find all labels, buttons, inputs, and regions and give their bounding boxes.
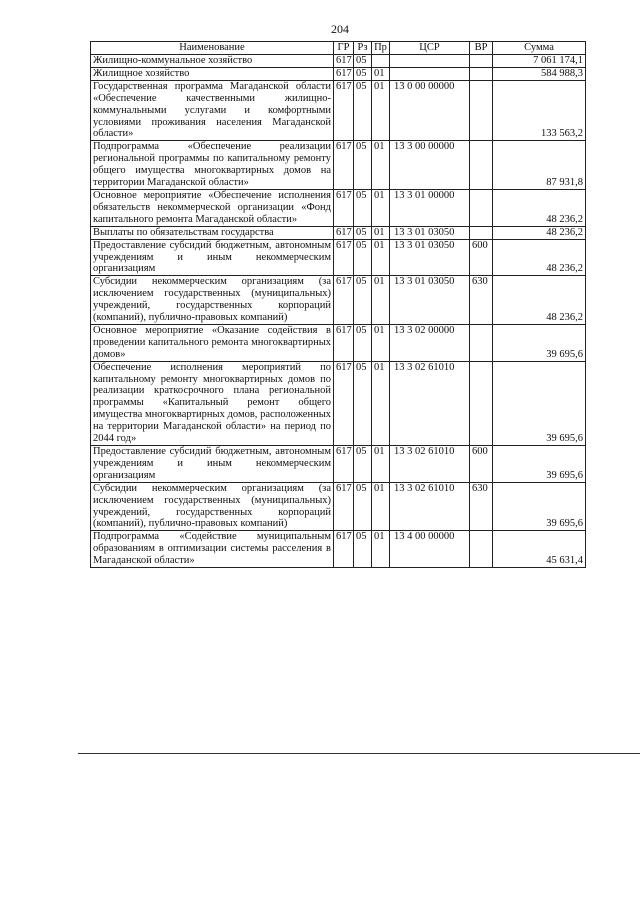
cell-name: Жилищно-коммунальное хозяйство	[91, 55, 334, 68]
cell-name: Основное мероприятие «Обеспечение исполнения обязательств некоммерческой организации «Фонд капитального ремонта Магаданской области»	[91, 189, 334, 226]
cell-gr: 617	[334, 361, 354, 445]
cell-gr: 617	[334, 80, 354, 141]
cell-csr	[390, 67, 470, 80]
cell-vr: 630	[470, 482, 493, 531]
cell-sum: 39 695,6	[493, 446, 586, 483]
cell-csr	[390, 55, 470, 68]
cell-gr: 617	[334, 189, 354, 226]
cell-gr: 617	[334, 324, 354, 361]
cell-pr: 01	[372, 239, 390, 276]
table-row	[91, 446, 586, 483]
cell-vr	[470, 189, 493, 226]
cell-name: Субсидии некоммерческим организациям (за исключением государственных (муниципальных) учреждений, государственных корпораций (компаний), публично-правовых компаний)	[91, 482, 334, 531]
cell-vr: 630	[470, 276, 493, 325]
header-name: Наименование	[91, 42, 334, 55]
cell-name: Предоставление субсидий бюджетным, автономным учреждениям и иным некоммерческим организациям	[91, 446, 334, 483]
cell-rz: 05	[354, 482, 372, 531]
cell-csr: 13 4 00 00000	[390, 531, 470, 568]
cell-vr: 600	[470, 446, 493, 483]
header-csr: ЦСР	[390, 42, 470, 55]
cell-pr: 01	[372, 361, 390, 445]
cell-csr: 13 3 02 00000	[390, 324, 470, 361]
cell-csr: 13 3 01 03050	[390, 276, 470, 325]
cell-sum: 39 695,6	[493, 324, 586, 361]
table-row	[91, 141, 586, 190]
cell-sum: 133 563,2	[493, 80, 586, 141]
cell-sum: 39 695,6	[493, 361, 586, 445]
cell-gr: 617	[334, 226, 354, 239]
cell-rz: 05	[354, 361, 372, 445]
header-gr: ГР	[334, 42, 354, 55]
header-rz: Рз	[354, 42, 372, 55]
table-header-row	[91, 42, 586, 55]
table-row	[91, 239, 586, 276]
cell-gr: 617	[334, 446, 354, 483]
cell-rz: 05	[354, 141, 372, 190]
table-row	[91, 189, 586, 226]
cell-rz: 05	[354, 67, 372, 80]
cell-gr: 617	[334, 482, 354, 531]
cell-csr: 13 3 00 00000	[390, 141, 470, 190]
table-row	[91, 531, 586, 568]
cell-pr: 01	[372, 324, 390, 361]
cell-pr: 01	[372, 189, 390, 226]
cell-sum: 39 695,6	[493, 482, 586, 531]
table-row	[91, 67, 586, 80]
table-row	[91, 80, 586, 141]
cell-gr: 617	[334, 141, 354, 190]
cell-rz: 05	[354, 226, 372, 239]
cell-pr: 01	[372, 226, 390, 239]
cell-rz: 05	[354, 189, 372, 226]
cell-gr: 617	[334, 531, 354, 568]
cell-gr: 617	[334, 67, 354, 80]
cell-csr: 13 3 02 61010	[390, 446, 470, 483]
cell-vr	[470, 361, 493, 445]
cell-name: Подпрограмма «Обеспечение реализации региональной программы по капитальному ремонту общего имущества многоквартирных домов на территории Магаданской области»	[91, 141, 334, 190]
table-row	[91, 361, 586, 445]
cell-gr: 617	[334, 239, 354, 276]
table-row	[91, 482, 586, 531]
cell-vr	[470, 141, 493, 190]
cell-pr: 01	[372, 141, 390, 190]
cell-vr	[470, 226, 493, 239]
cell-csr: 13 3 02 61010	[390, 482, 470, 531]
cell-rz: 05	[354, 55, 372, 68]
cell-name: Выплаты по обязательствам государства	[91, 226, 334, 239]
cell-csr: 13 0 00 00000	[390, 80, 470, 141]
cell-sum: 48 236,2	[493, 226, 586, 239]
cell-csr: 13 3 02 61010	[390, 361, 470, 445]
cell-pr: 01	[372, 276, 390, 325]
cell-pr: 01	[372, 446, 390, 483]
table-row	[91, 276, 586, 325]
cell-pr: 01	[372, 531, 390, 568]
cell-sum: 87 931,8	[493, 141, 586, 190]
header-sum: Сумма	[493, 42, 586, 55]
table-row	[91, 324, 586, 361]
cell-name: Предоставление субсидий бюджетным, автономным учреждениям и иным некоммерческим организациям	[91, 239, 334, 276]
cell-sum: 48 236,2	[493, 239, 586, 276]
table-row	[91, 226, 586, 239]
cell-vr	[470, 531, 493, 568]
cell-sum: 48 236,2	[493, 189, 586, 226]
cell-vr	[470, 55, 493, 68]
header-vr: ВР	[470, 42, 493, 55]
cell-rz: 05	[354, 446, 372, 483]
cell-vr	[470, 80, 493, 141]
cell-sum: 7 061 174,1	[493, 55, 586, 68]
budget-table	[90, 41, 586, 568]
table-row	[91, 55, 586, 68]
cell-gr: 617	[334, 276, 354, 325]
cell-rz: 05	[354, 80, 372, 141]
cell-name: Обеспечение исполнения мероприятий по капитальному ремонту многоквартирных домов по реализации краткосрочного плана региональной программы «Капитальный ремонт общего имущества многоквартирных домов, расположенных на территории Магаданской области» на период по 2044 год»	[91, 361, 334, 445]
page-number: 204	[331, 22, 349, 36]
cell-name: Основное мероприятие «Оказание содействия в проведении капитального ремонта многоквартирных домов»	[91, 324, 334, 361]
cell-sum: 48 236,2	[493, 276, 586, 325]
cell-pr: 01	[372, 67, 390, 80]
cell-vr	[470, 324, 493, 361]
cell-rz: 05	[354, 531, 372, 568]
cell-name: Жилищное хозяйство	[91, 67, 334, 80]
cell-pr: 01	[372, 482, 390, 531]
cell-csr: 13 3 01 00000	[390, 189, 470, 226]
cell-vr	[470, 67, 493, 80]
cell-pr	[372, 55, 390, 68]
cell-name: Подпрограмма «Содействие муниципальным образованиям в оптимизации системы расселения в Магаданской области»	[91, 531, 334, 568]
cell-name: Субсидии некоммерческим организациям (за исключением государственных (муниципальных) учреждений, государственных корпораций (компаний), публично-правовых компаний)	[91, 276, 334, 325]
cell-sum: 584 988,3	[493, 67, 586, 80]
cell-pr: 01	[372, 80, 390, 141]
cell-csr: 13 3 01 03050	[390, 226, 470, 239]
cell-csr: 13 3 01 03050	[390, 239, 470, 276]
cell-sum: 45 631,4	[493, 531, 586, 568]
cell-gr: 617	[334, 55, 354, 68]
page-divider	[78, 753, 640, 754]
cell-rz: 05	[354, 239, 372, 276]
header-pr: Пр	[372, 42, 390, 55]
cell-name: Государственная программа Магаданской области «Обеспечение качественными жилищно-коммунальными услугами и комфортными условиями проживания населения Магаданской области»	[91, 80, 334, 141]
cell-rz: 05	[354, 276, 372, 325]
cell-vr: 600	[470, 239, 493, 276]
cell-rz: 05	[354, 324, 372, 361]
